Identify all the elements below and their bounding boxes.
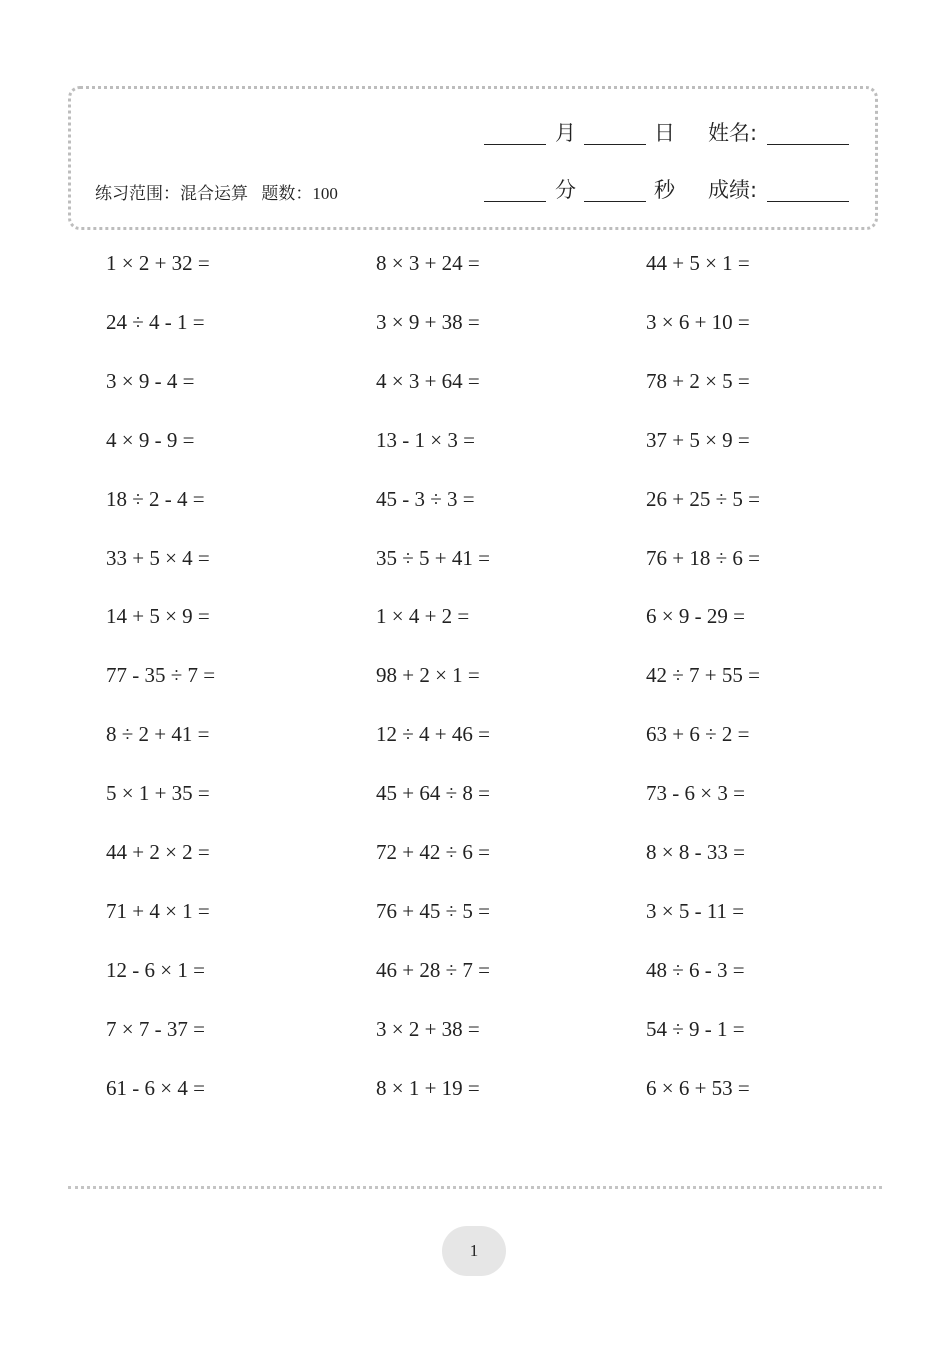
math-problem: 45 + 64 ÷ 8 = xyxy=(376,781,490,806)
math-problem: 35 ÷ 5 + 41 = xyxy=(376,545,490,570)
practice-scope xyxy=(95,179,338,204)
math-problem: 7 × 7 - 37 = xyxy=(106,1016,205,1041)
math-problem: 98 + 2 × 1 = xyxy=(376,663,480,688)
day-blank[interactable] xyxy=(584,144,646,145)
math-problem: 63 + 6 ÷ 2 = xyxy=(646,722,750,747)
math-problem: 14 + 5 × 9 = xyxy=(106,604,210,629)
minute-label: 分 xyxy=(555,178,576,202)
second-blank[interactable] xyxy=(584,201,646,202)
second-label: 秒 xyxy=(654,178,675,202)
math-problem: 72 + 42 ÷ 6 = xyxy=(376,840,490,864)
math-problem: 77 - 35 ÷ 7 = xyxy=(106,663,216,688)
math-problem: 8 × 8 - 33 = xyxy=(646,840,745,864)
math-problem: 76 + 45 ÷ 5 = xyxy=(376,898,490,923)
math-problem: 61 - 6 × 4 = xyxy=(106,1075,205,1100)
math-problem: 4 × 9 - 9 = xyxy=(106,427,195,452)
month-blank[interactable] xyxy=(484,144,546,145)
math-problem: 44 + 5 × 1 = xyxy=(646,251,750,275)
math-problem: 46 + 28 ÷ 7 = xyxy=(376,957,490,982)
math-problem: 3 × 6 + 10 = xyxy=(646,309,750,334)
minute-blank[interactable] xyxy=(484,201,546,202)
question-count-value: 100 xyxy=(312,184,338,203)
date-name-row xyxy=(484,117,854,147)
math-problem: 3 × 9 + 38 = xyxy=(376,309,480,334)
math-problem: 48 ÷ 6 - 3 = xyxy=(646,957,745,982)
time-score-row xyxy=(484,174,854,204)
math-problem: 76 + 18 ÷ 6 = xyxy=(646,545,760,570)
math-problem: 6 × 9 - 29 = xyxy=(646,604,745,629)
math-problem: 37 + 5 × 9 = xyxy=(646,427,750,452)
math-problem: 8 × 3 + 24 = xyxy=(376,251,480,275)
math-problem: 3 × 2 + 38 = xyxy=(376,1016,480,1041)
math-problem: 42 ÷ 7 + 55 = xyxy=(646,663,760,688)
math-problem: 1 × 2 + 32 = xyxy=(106,251,210,275)
question-count-label: 题数： xyxy=(261,184,313,204)
math-problem: 6 × 6 + 53 = xyxy=(646,1075,750,1100)
math-problem: 4 × 3 + 64 = xyxy=(376,368,480,393)
math-problem: 44 + 2 × 2 = xyxy=(106,840,210,864)
math-problem: 12 - 6 × 1 = xyxy=(106,957,205,982)
math-problem: 45 - 3 ÷ 3 = xyxy=(376,486,475,511)
math-problem: 33 + 5 × 4 = xyxy=(106,545,210,570)
math-problem: 1 × 4 + 2 = xyxy=(376,604,470,629)
math-problem: 8 × 1 + 19 = xyxy=(376,1075,480,1100)
footer-divider xyxy=(68,1186,882,1189)
name-blank[interactable] xyxy=(767,144,849,145)
math-problem: 3 × 5 - 11 = xyxy=(646,898,745,923)
math-problem: 78 + 2 × 5 = xyxy=(646,368,750,393)
scope-label: 练习范围：混合运算 xyxy=(95,184,248,204)
math-problem: 54 ÷ 9 - 1 = xyxy=(646,1016,745,1041)
math-problem: 73 - 6 × 3 = xyxy=(646,781,745,806)
math-problem: 13 - 1 × 3 = xyxy=(376,427,475,452)
math-problem: 12 ÷ 4 + 46 = xyxy=(376,722,490,747)
math-problem: 71 + 4 × 1 = xyxy=(106,898,210,923)
score-blank[interactable] xyxy=(767,201,849,202)
math-problem: 18 ÷ 2 - 4 = xyxy=(106,486,205,511)
name-label: 姓名: xyxy=(708,121,758,145)
math-problem: 3 × 9 - 4 = xyxy=(106,368,195,393)
math-problem: 8 ÷ 2 + 41 = xyxy=(106,722,210,747)
worksheet-header-box xyxy=(68,86,878,230)
day-label: 日 xyxy=(654,121,675,145)
score-label: 成绩: xyxy=(708,178,758,202)
math-problem: 5 × 1 + 35 = xyxy=(106,781,210,806)
month-label: 月 xyxy=(555,121,576,145)
page-number: 1 xyxy=(442,1226,506,1276)
math-problem: 24 ÷ 4 - 1 = xyxy=(106,309,205,334)
math-problem: 26 + 25 ÷ 5 = xyxy=(646,486,760,511)
